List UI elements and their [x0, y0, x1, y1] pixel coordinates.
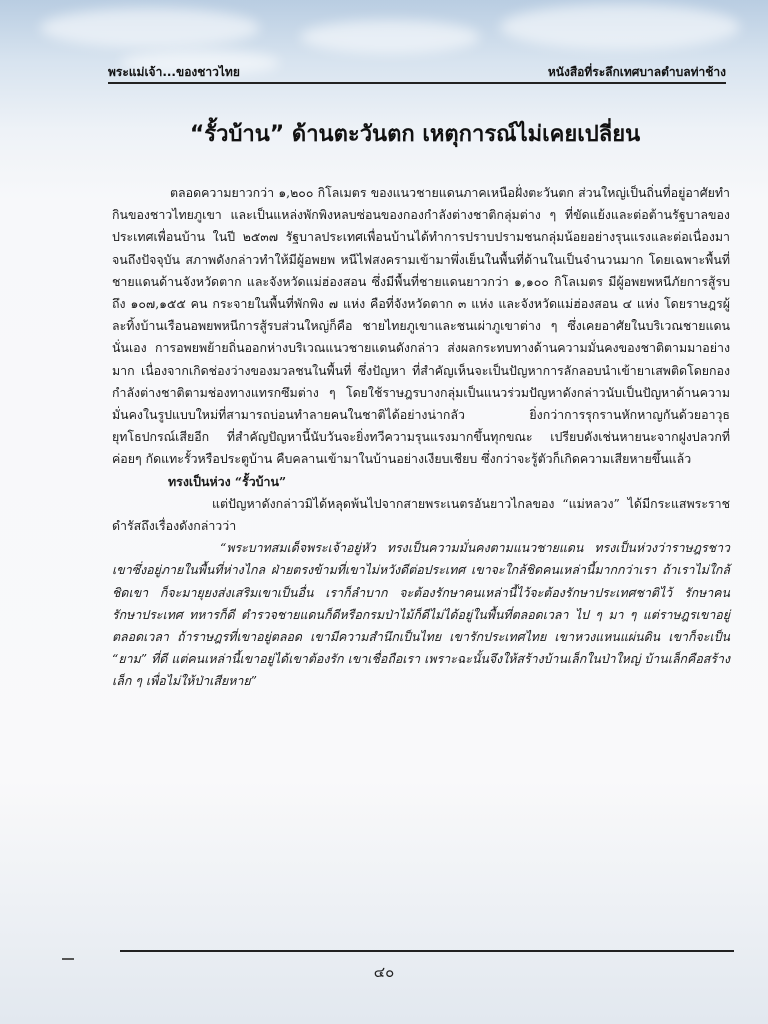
article-title: “รั้วบ้าน” ด้านตะวันตก เหตุการณ์ไม่เคยเปลี่ยน: [189, 122, 641, 147]
running-header: [108, 62, 726, 84]
paragraph-intro: ตลอดความยาวกว่า ๑,๒๐๐ กิโลเมตร ของแนวชายแดนภาคเหนือฝั่งตะวันตก ส่วนใหญ่เป็นถิ่นที่อยู่อาศัยทำกินของชาวไทยภูเขา และเป็นแหล่งพักพิงหลบซ่อนของกองกำลังต่างชาติกลุ่มต่าง ๆ ที่ขัดแย้งและต่อต้านรัฐบาลของประเทศเพื่อนบ้าน ในปี ๒๕๓๗ รัฐบาลประเทศเพื่อนบ้านได้ทำการปราบปรามชนกลุ่มน้อยอย่างรุนแรงและต่อเนื่องมาจนถึงปัจจุบัน สภาพดังกล่าวทำให้มีผู้อพยพ หนีไฟสงครามเข้ามาพึ่งเย็นในพื้นที่ด้านในเป็นจำนวนมาก โดยเฉพาะพื้นที่ชายแดนด้านจังหวัดตาก และจังหวัดแม่ฮ่องสอน ซึ่งมีพื้นที่ชายแดนยาวกว่า ๑,๑๐๐ กิโลเมตร มีผู้อพยพหนีภัยการสู้รบถึง ๑๐๗,๑๕๕ คน กระจายในพื้นที่พักพิง ๗ แห่ง คือที่จังหวัดตาก ๓ แห่ง และจังหวัดแม่ฮ่องสอน ๔ แห่ง โดยราษฎรผู้ละทิ้งบ้านเรือนอพยพหนีการสู้รบส่วนใหญ่ก็คือ ชายไทยภูเขาและชนเผ่าภูเขาต่าง ๆ ซึ่งเคยอาศัยในบริเวณชายแดนนั่นเอง การอพยพย้ายถิ่นออกห่างบริเวณแนวชายแดนดังกล่าว ส่งผลกระทบทางด้านความมั่นคงของชาติตามมาอย่างมาก เนื่องจากเกิดช่องว่างของมวลชนในพื้นที่ ซึ่งปัญหา ที่สำคัญเห็นจะเป็นปัญหาการลักลอบนำเข้ายาเสพติดโดยกองกำลังต่างชาติตามช่องทางแทรกซึมต่าง ๆ โดยใช้ราษฎรบางกลุ่มเป็นแนวร่วมปัญหาดังกล่าวนับเป็นปัญหาด้านความมั่นคงในรูปแบบใหม่ที่สามารถบ่อนทำลายคนในชาติได้อย่างน่ากลัว ยิ่งกว่าการรุกรานหักหาญกันด้วยอาวุธยุทโธปกรณ์เสียอีก ที่สำคัญปัญหานี้นับวันจะยิ่งทวีความรุนแรงมากขึ้นทุกขณะ เปรียบดังเช่นหายนะจากฝูงปลวกที่ค่อยๆ กัดแทะรั้วหรือประตูบ้าน คืบคลานเข้ามาในบ้านอย่างเงียบเชียบ ซึ่งกว่าจะรู้ตัวก็เกิดความเสียหายขึ้นแล้ว: [112, 185, 730, 467]
footer-rule: [120, 950, 734, 952]
paragraph-context: แต่ปัญหาดังกล่าวมิได้หลุดพ้นไปจากสายพระเนตรอันยาวไกลของ “แม่หลวง” ได้มีกระแสพระราชดำรัสถึงเรื่องดังกล่าวว่า: [112, 495, 730, 534]
header-publisher: หนังสือที่ระลึกเทศบาลตำบลท่าช้าง: [547, 65, 726, 79]
section-subheading: ทรงเป็นห่วง “รั้วบ้าน”: [168, 473, 287, 489]
page-number: ๔๐: [373, 963, 395, 981]
article-body: [112, 182, 730, 693]
royal-quote: “พระบาทสมเด็จพระเจ้าอยู่หัว ทรงเป็นความมั่นคงตามแนวชายแดน ทรงเป็นห่วงว่าราษฎรชาวเขาซึ่งอยู่ภายในพื้นที่ห่างไกล ฝ่ายตรงข้ามที่เขาไม่หวังดีต่อประเทศ เขาจะใกล้ชิดคนเหล่านี้มากกว่าเรา ถ้าเราไม่ใกล้ชิดเขา ก็จะมายุยงส่งเสริมเขาเป็นอื่น เราก็ลำบาก จะต้องรักษาคนเหล่านี้ไว้จะต้องรักษาประเทศชาติไว้ รักษาคน รักษาประเทศ ทหารก็ดี ตำรวจชายแดนก็ดีหรือกรมป่าไม้ก็ดีไม่ได้อยู่ในพื้นที่ตลอดเวลา ไป ๆ มา ๆ แต่ราษฎรเขาอยู่ตลอดเวลา ถ้าราษฎรที่เขาอยู่ตลอด เขามีความสำนึกเป็นไทย เขารักประเทศไทย เขาหวงแหนแผ่นดิน เขาก็จะเป็น “ยาม” ที่ดี แต่คนเหล่านี้เขาอยู่ได้เขาต้องรัก เขาเชื่อถือเรา เพราะฉะนั้นจึงให้สร้างบ้านเล็กในป่าใหญ่ บ้านเล็กคือสร้างเล็ก ๆ เพื่อไม่ให้ป่าเสียหาย”: [112, 540, 730, 689]
header-book-title: พระแม่เจ้า...ของชาวไทย: [108, 65, 240, 79]
header-rule: [108, 82, 726, 84]
